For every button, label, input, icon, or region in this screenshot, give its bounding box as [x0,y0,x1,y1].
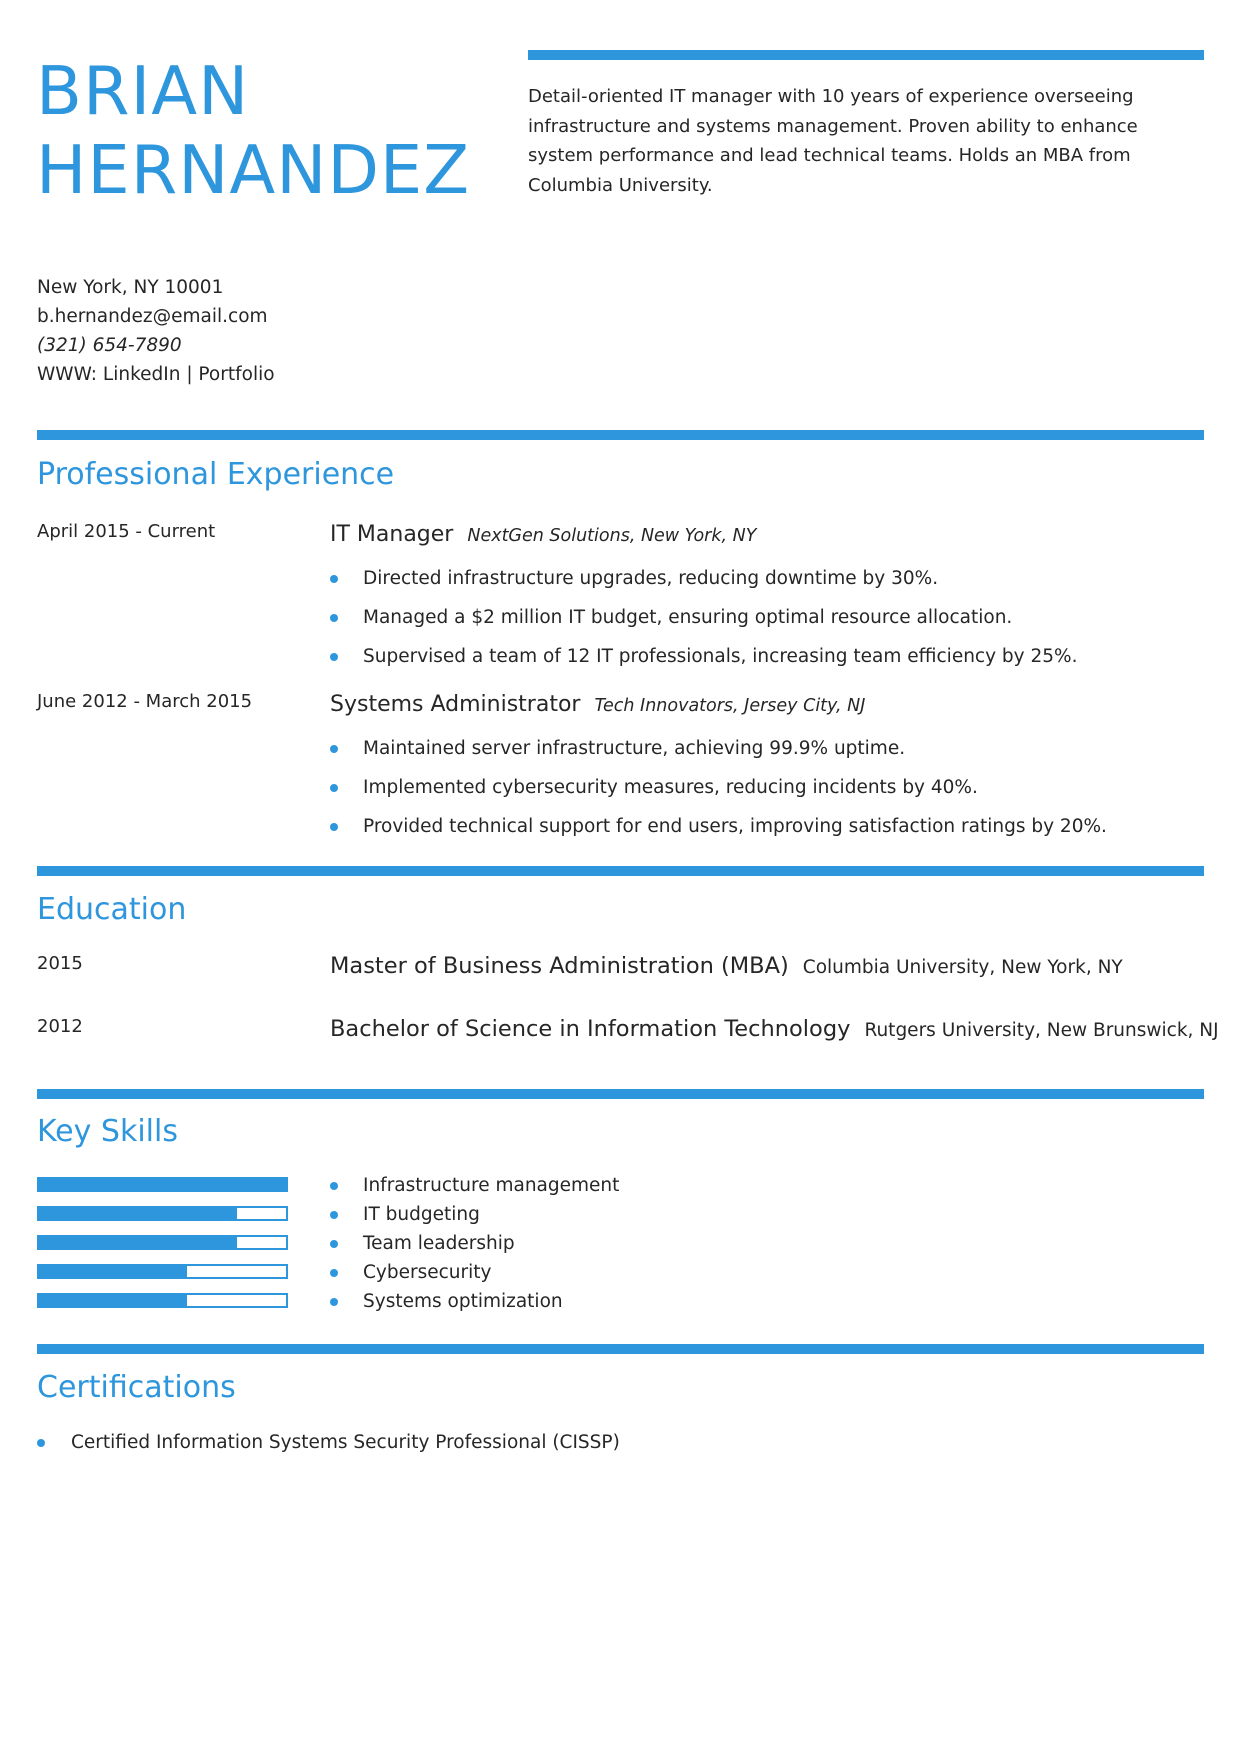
bullet-icon [330,784,338,792]
contact-web-links[interactable]: WWW: LinkedIn | Portfolio [37,364,275,385]
section-title-skills: Key Skills [37,1114,178,1149]
bullet-icon [330,1240,338,1248]
skill-level-bar [37,1293,288,1308]
skill-level-bar [37,1264,288,1279]
bullet-icon [330,653,338,661]
job-dates: June 2012 - March 2015 [37,691,253,712]
section-rule [37,866,1204,876]
skill-level-fill [39,1295,187,1306]
job-organization: Tech Innovators, Jersey City, NJ [594,696,866,716]
list-item: Directed infrastructure upgrades, reducing downtime by 30%. [330,570,905,589]
skill-level-fill [39,1266,187,1277]
contact-email[interactable]: b.hernandez@email.com [37,306,268,327]
last-name: HERNANDEZ [36,131,471,209]
first-name: BRIAN [36,52,250,130]
school: Rutgers University, New Brunswick, NJ [864,1020,1219,1041]
contact-phone[interactable]: (321) 654-7890 [37,335,182,356]
list-item: Managed a $2 million IT budget, ensuring optimal resource allocation. [330,609,979,628]
bullet-icon [330,1269,338,1277]
contact-address: New York, NY 10001 [37,277,224,298]
degree: Master of Business Administration (MBA) [330,953,789,979]
bullet-icon [330,823,338,831]
section-rule [37,1089,1204,1099]
bullet-icon [330,745,338,753]
skill-item: Infrastructure management [330,1177,586,1196]
school: Columbia University, New York, NY [802,957,1123,978]
job-title: Systems Administrator [330,692,581,717]
skill-level-fill [39,1237,237,1248]
professional-summary: Detail-oriented IT manager with 10 years of experience overseeing infrastructure and systems management. Proven ability to enhance system performance and lead technical teams. Holds an MBA from Columbia University. [528,86,1138,196]
education-year: 2012 [37,1016,83,1037]
section-rule [37,430,1204,440]
job-title: IT Manager [330,522,454,547]
bullet-icon [330,614,338,622]
section-rule [37,1344,1204,1354]
bullet-icon [330,1211,338,1219]
bullet-icon [330,1182,338,1190]
skill-level-fill [39,1208,237,1219]
bullet-icon [330,575,338,583]
header-rule [528,50,1204,60]
education-entry [330,1018,1219,1041]
skill-level-bar [37,1235,288,1250]
job-organization: NextGen Solutions, New York, NY [467,526,757,546]
section-title-education: Education [37,892,187,927]
job-heading [330,694,865,716]
skill-item: IT budgeting [330,1206,447,1225]
skill-item: Team leadership [330,1235,482,1254]
skill-level-bar [37,1206,288,1221]
education-entry [330,955,1123,978]
list-item: Provided technical support for end users, improving satisfaction ratings by 20%. [330,818,1074,837]
skill-item: Cybersecurity [330,1264,458,1283]
section-title-experience: Professional Experience [37,457,395,492]
bullet-icon [330,1298,338,1306]
skill-level-bar [37,1177,288,1192]
certification-item: Certified Information Systems Security Professional (CISSP) [37,1434,586,1453]
list-item: Implemented cybersecurity measures, reducing incidents by 40%. [330,779,945,798]
section-title-certifications: Certifications [37,1370,236,1405]
degree: Bachelor of Science in Information Technology [330,1016,851,1042]
bullet-icon [37,1439,45,1447]
list-item: Maintained server infrastructure, achieving 99.9% uptime. [330,740,872,759]
job-dates: April 2015 - Current [37,521,216,542]
skill-item: Systems optimization [330,1293,530,1312]
education-year: 2015 [37,953,83,974]
skill-level-fill [39,1179,286,1190]
list-item: Supervised a team of 12 IT professionals, increasing team efficiency by 25%. [330,648,1045,667]
job-heading [330,524,756,546]
